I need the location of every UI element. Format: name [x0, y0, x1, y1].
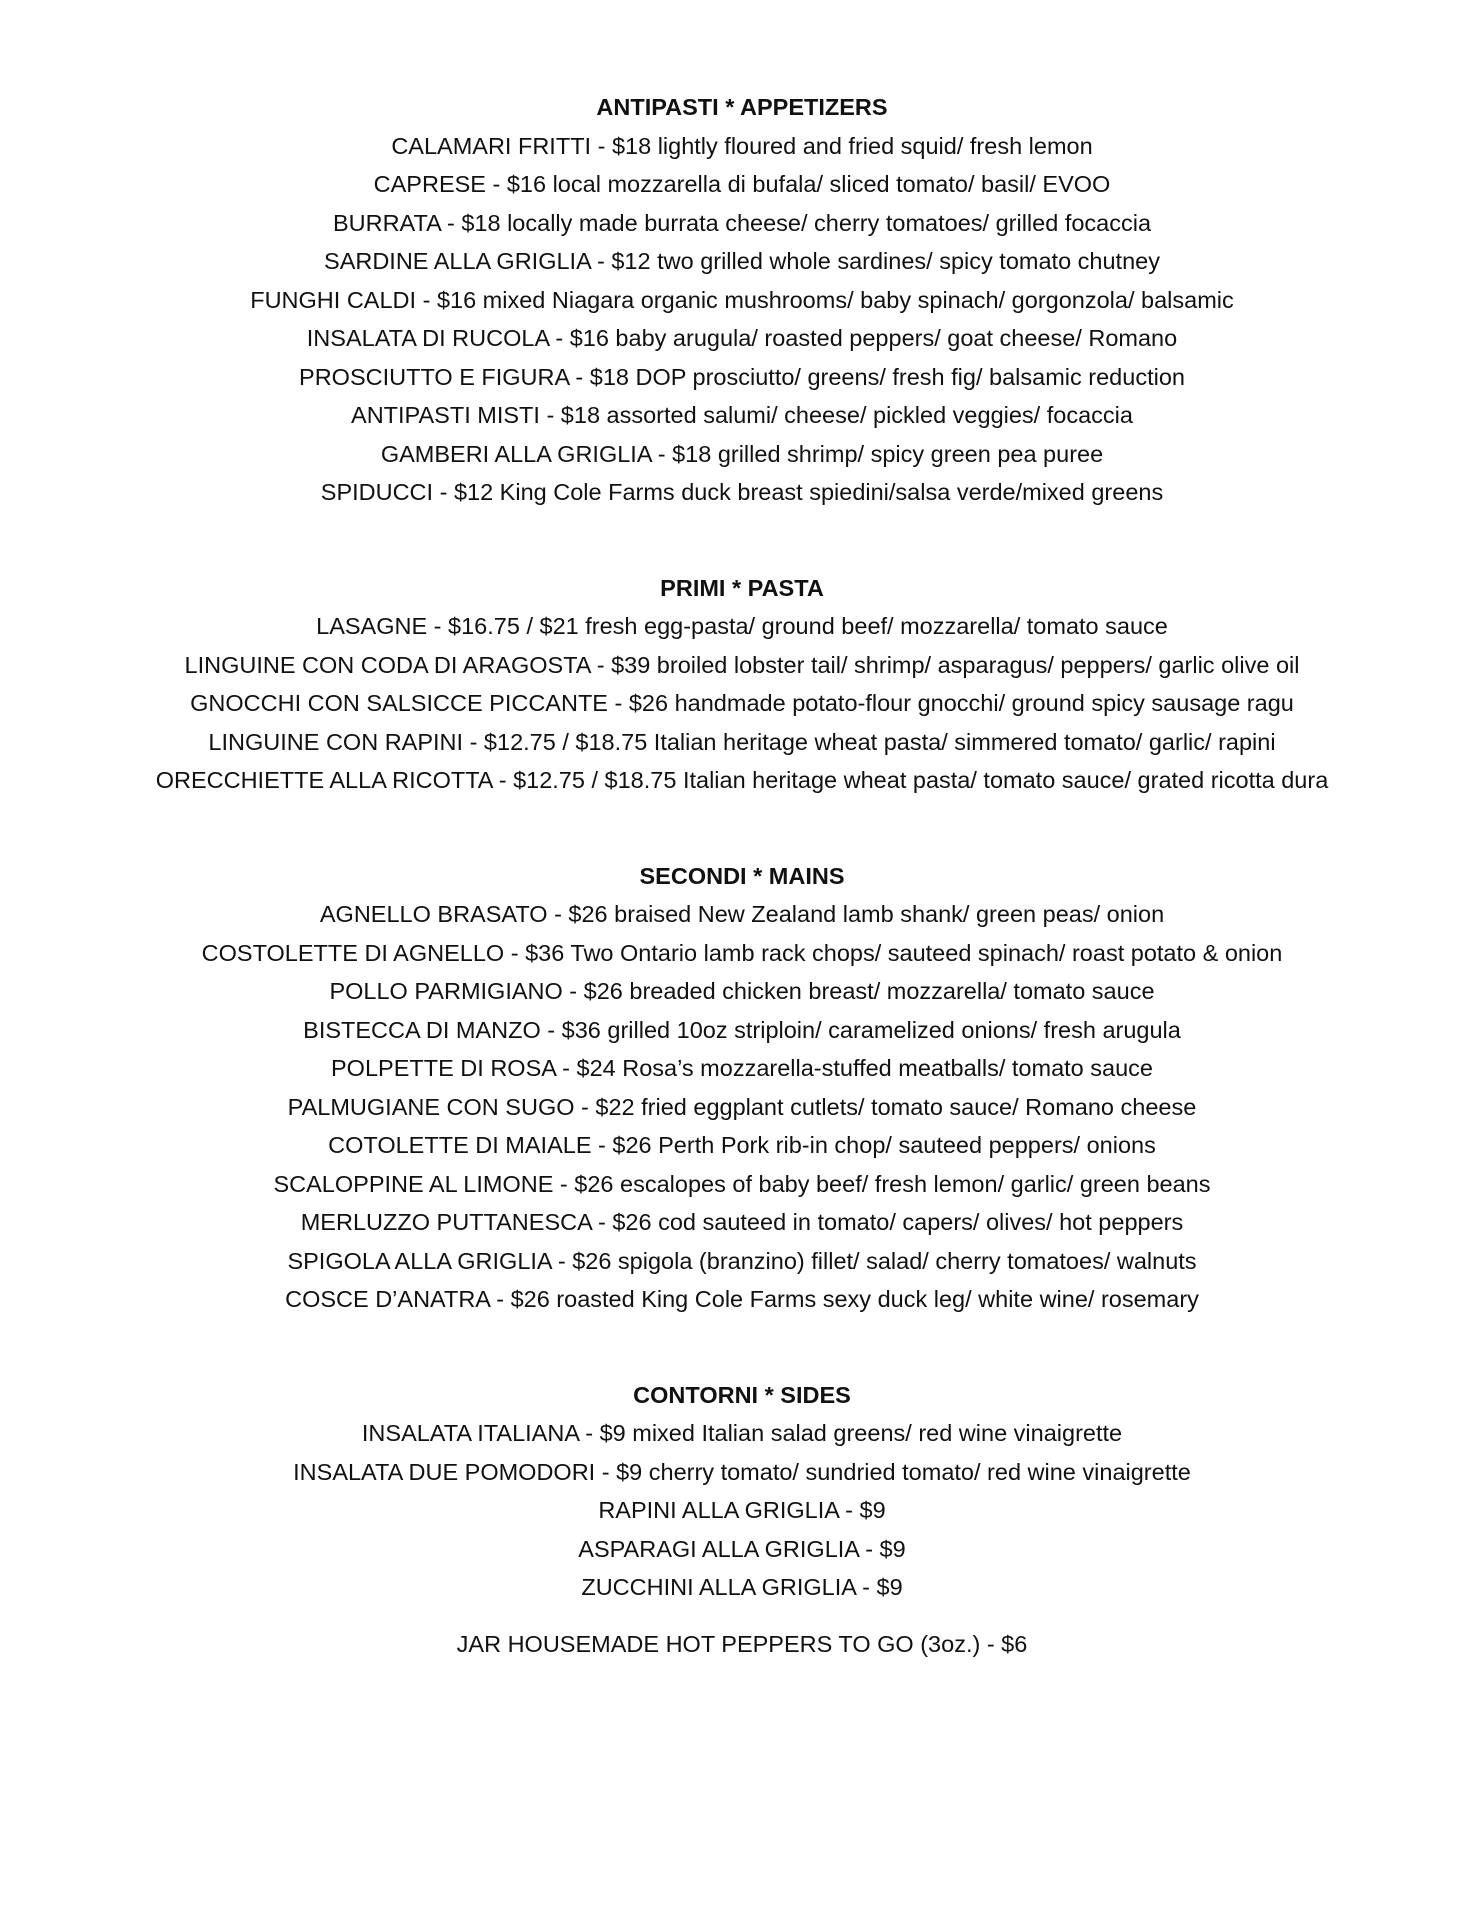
menu-item: LASAGNE - $16.75 / $21 fresh egg-pasta/ ground beef/ mozzarella/ tomato sauce	[316, 613, 1168, 639]
menu-item: GAMBERI ALLA GRIGLIA - $18 grilled shrimp/ spicy green pea puree	[380, 440, 1104, 467]
menu-item: MERLUZZO PUTTANESCA - $26 cod sauteed in tomato/ capers/ olives/ hot peppers	[300, 1209, 1184, 1235]
menu-item: POLLO PARMIGIANO - $26 breaded chicken breast/ mozzarella/ tomato sauce	[329, 978, 1155, 1004]
menu-item: INSALATA ITALIANA - $9 mixed Italian salad greens/ red wine vinaigrette	[361, 1420, 1123, 1446]
menu-item: RAPINI ALLA GRIGLIA - $9	[598, 1497, 886, 1523]
section-secondi	[0, 857, 1484, 1319]
menu-item: CAPRESE - $16 local mozzarella di bufala/ sliced tomato/ basil/ EVOO	[373, 171, 1111, 197]
section-title: ANTIPASTI * APPETIZERS	[596, 94, 888, 120]
menu-item: ANTIPASTI MISTI - $18 assorted salumi/ cheese/ pickled veggies/ focaccia	[351, 402, 1133, 428]
menu-item: PALMUGIANE CON SUGO - $22 fried eggplant cutlets/ tomato sauce/ Romano cheese	[287, 1093, 1197, 1120]
hot-peppers-jar-item: JAR HOUSEMADE HOT PEPPERS TO GO (3oz.) - $6	[456, 1630, 1028, 1657]
menu-item: CALAMARI FRITTI - $18 lightly floured and fried squid/ fresh lemon	[391, 132, 1093, 159]
menu-item: INSALATA DUE POMODORI - $9 cherry tomato/ sundried tomato/ red wine vinaigrette	[293, 1458, 1191, 1485]
menu-item: FUNGHI CALDI - $16 mixed Niagara organic mushrooms/ baby spinach/ gorgonzola/ balsamic	[250, 286, 1234, 313]
menu-item: SPIGOLA ALLA GRIGLIA - $26 spigola (branzino) fillet/ salad/ cherry tomatoes/ walnuts	[287, 1247, 1197, 1274]
menu-item: SPIDUCCI - $12 King Cole Farms duck breast spiedini/salsa verde/mixed greens	[320, 479, 1164, 505]
section-primi	[0, 569, 1484, 800]
menu-item: ZUCCHINI ALLA GRIGLIA - $9	[581, 1574, 903, 1600]
menu-item: SCALOPPINE AL LIMONE - $26 escalopes of baby beef/ fresh lemon/ garlic/ green beans	[273, 1170, 1211, 1197]
menu-item: COTOLETTE DI MAIALE - $26 Perth Pork rib-in chop/ sauteed peppers/ onions	[328, 1132, 1156, 1158]
menu-item: BISTECCA DI MANZO - $36 grilled 10oz striploin/ caramelized onions/ fresh arugula	[303, 1016, 1181, 1043]
menu	[0, 88, 1484, 1663]
menu-item: LINGUINE CON CODA DI ARAGOSTA - $39 broiled lobster tail/ shrimp/ asparagus/ peppers/ garlic olive oil	[184, 651, 1300, 678]
menu-item: LINGUINE CON RAPINI - $12.75 / $18.75 Italian heritage wheat pasta/ simmered tomato/ garlic/ rapini	[208, 728, 1276, 755]
menu-item: ORECCHIETTE ALLA RICOTTA - $12.75 / $18.75 Italian heritage wheat pasta/ tomato sauce/ grated ricotta dura	[155, 767, 1329, 793]
section-title: PRIMI * PASTA	[660, 574, 824, 601]
section-title: CONTORNI * SIDES	[633, 1381, 851, 1408]
menu-item: INSALATA DI RUCOLA - $16 baby arugula/ roasted peppers/ goat cheese/ Romano	[306, 325, 1178, 351]
menu-item: ASPARAGI ALLA GRIGLIA - $9	[578, 1535, 906, 1562]
section-antipasti	[0, 88, 1484, 512]
section-title: SECONDI * MAINS	[639, 862, 845, 889]
menu-item: COSTOLETTE DI AGNELLO - $36 Two Ontario lamb rack chops/ sauteed spinach/ roast potato & onion	[201, 939, 1283, 966]
menu-item: POLPETTE DI ROSA - $24 Rosa’s mozzarella-stuffed meatballs/ tomato sauce	[331, 1055, 1153, 1081]
menu-item: PROSCIUTTO E FIGURA - $18 DOP prosciutto/ greens/ fresh fig/ balsamic reduction	[299, 363, 1185, 390]
menu-item: COSCE D’ANATRA - $26 roasted King Cole Farms sexy duck leg/ white wine/ rosemary	[285, 1286, 1199, 1312]
menu-item: AGNELLO BRASATO - $26 braised New Zealand lamb shank/ green peas/ onion	[319, 901, 1165, 927]
menu-item: SARDINE ALLA GRIGLIA - $12 two grilled whole sardines/ spicy tomato chutney	[324, 248, 1160, 274]
menu-item: BURRATA - $18 locally made burrata cheese/ cherry tomatoes/ grilled focaccia	[332, 209, 1152, 236]
section-contorni	[0, 1376, 1484, 1607]
menu-item: GNOCCHI CON SALSICCE PICCANTE - $26 handmade potato-flour gnocchi/ ground spicy sausage ragu	[190, 690, 1294, 716]
